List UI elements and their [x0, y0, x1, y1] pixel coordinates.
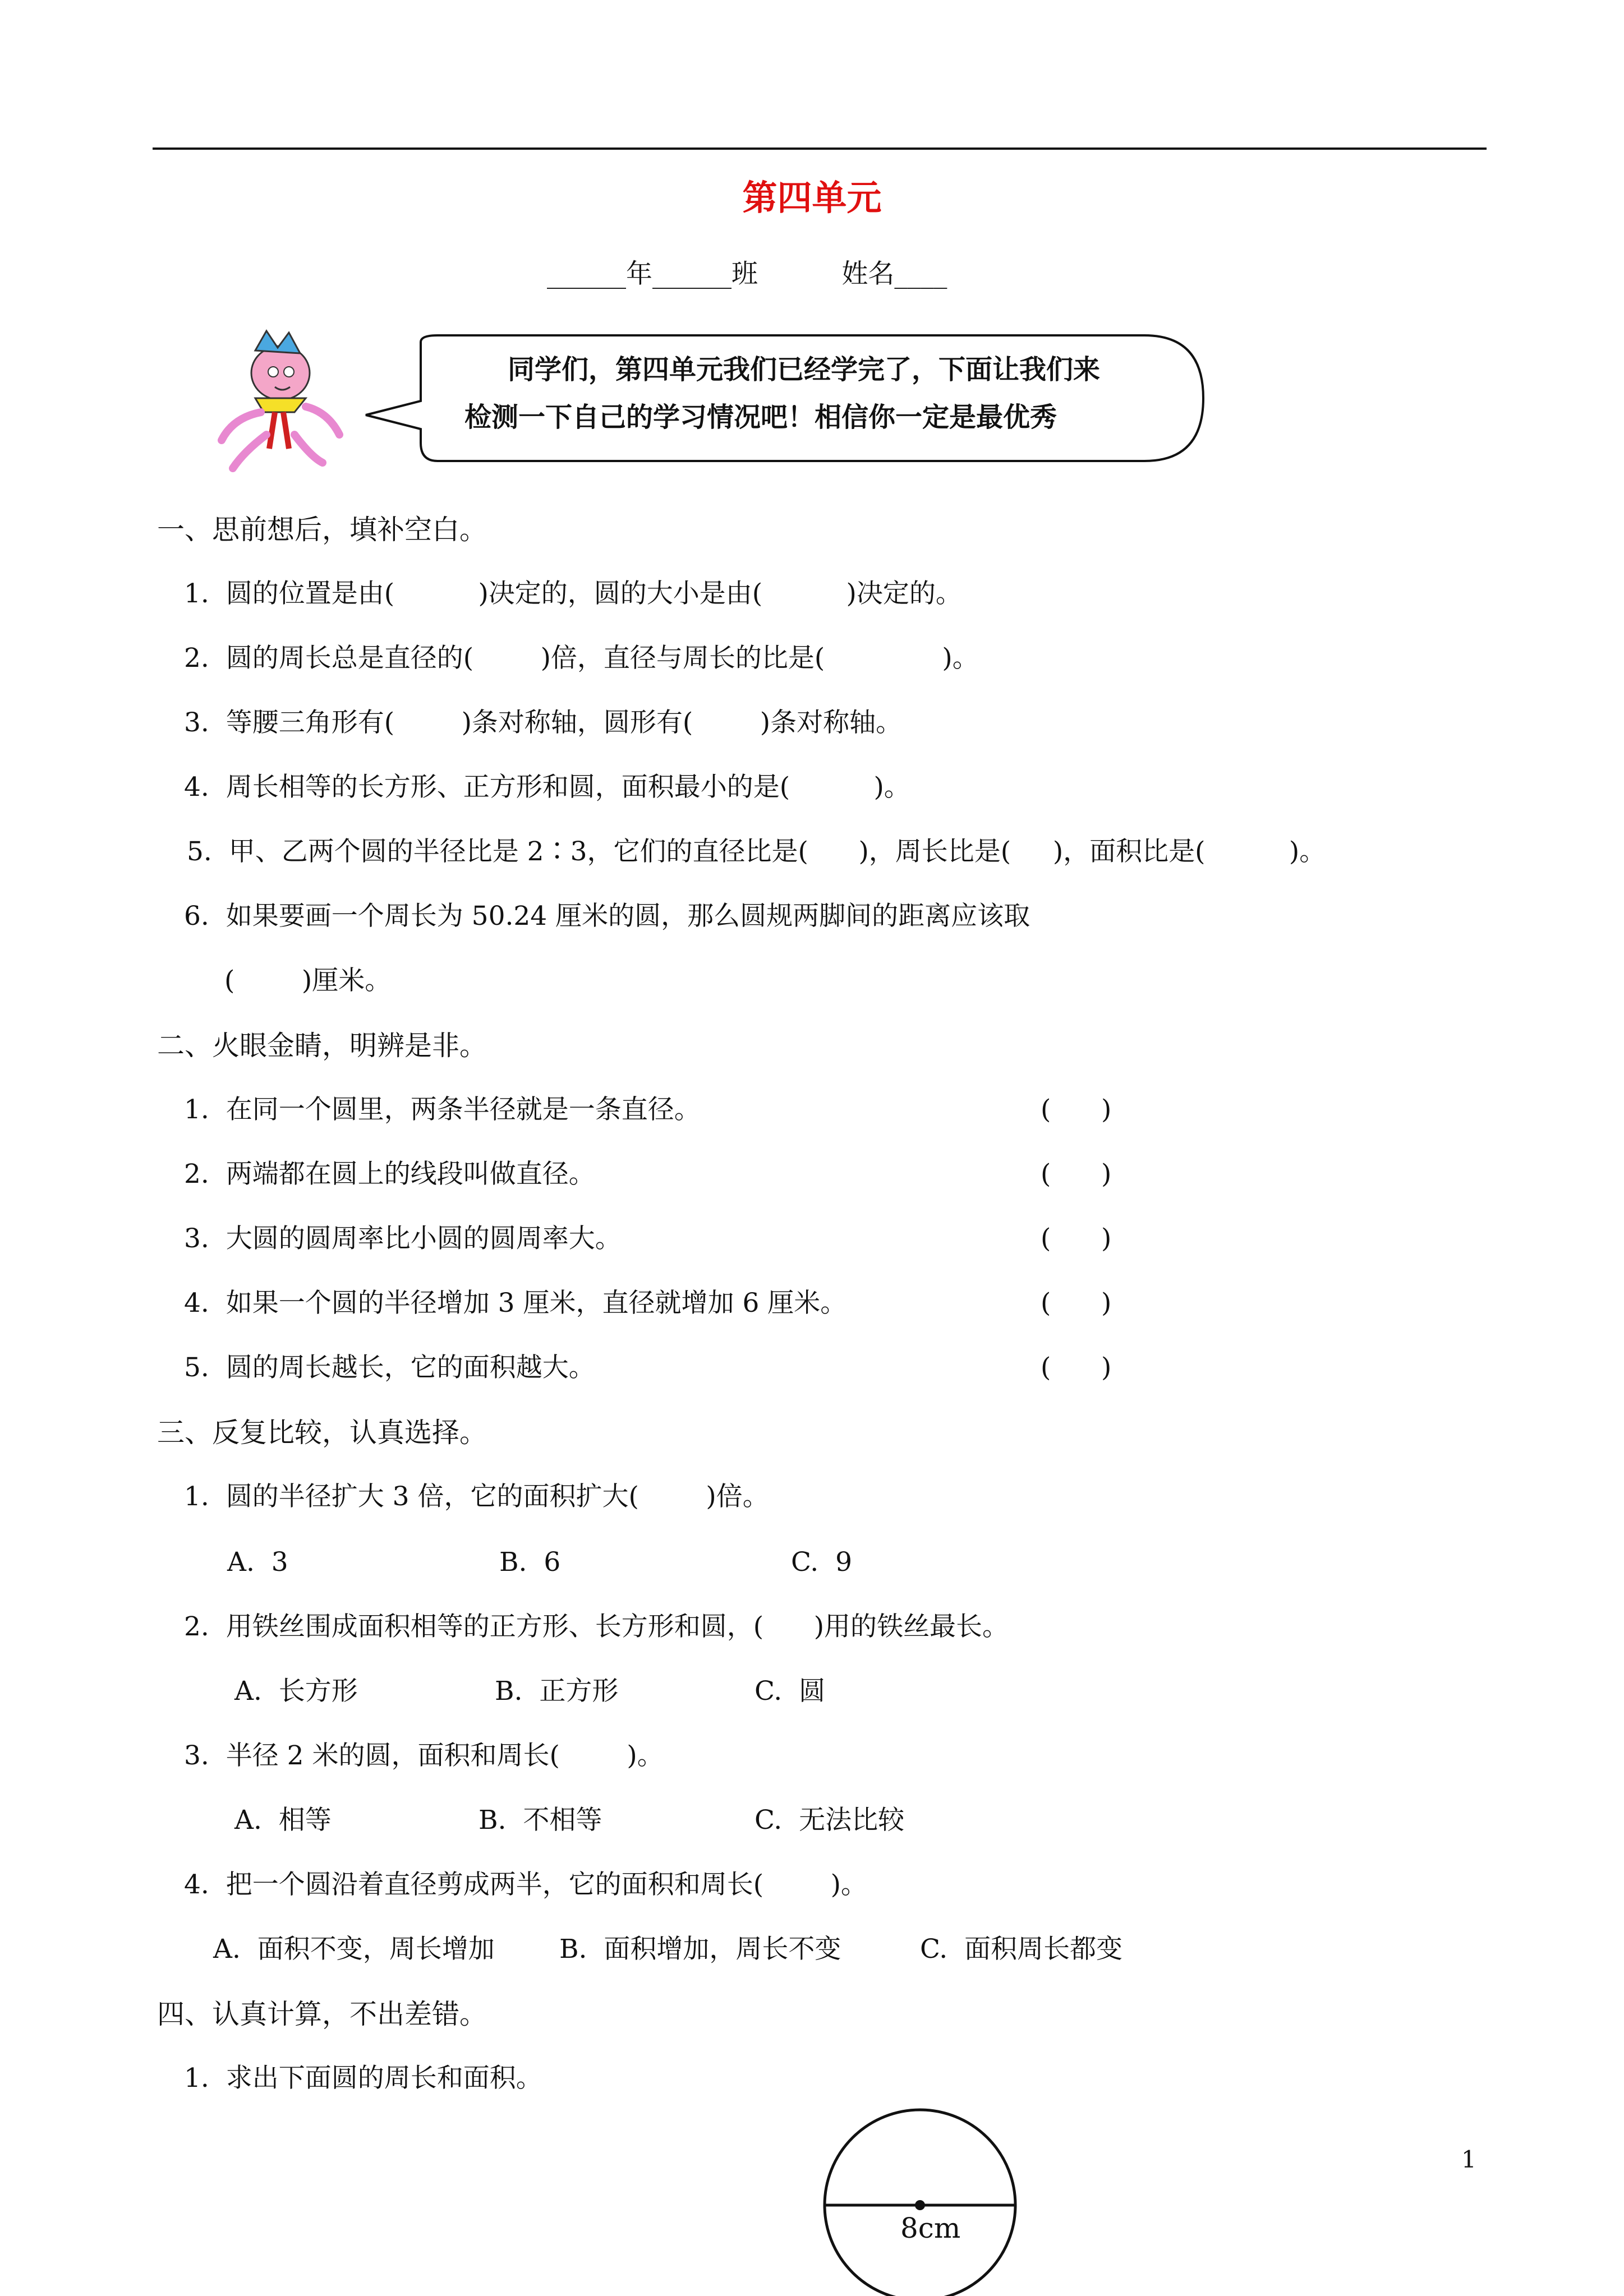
s3-q2-option-a[interactable]: A. 长方形 [234, 1676, 358, 1707]
speech-bubble [359, 331, 1212, 471]
s3-q3-option-b[interactable]: B. 不相等 [479, 1805, 602, 1836]
s3-q2-option-c[interactable]: C. 圆 [755, 1676, 826, 1707]
s2-item-4: 4. 如果一个圆的半径增加 3 厘米，直径就增加 6 厘米。 [184, 1288, 847, 1318]
s1-item-1: 1. 圆的位置是由( )决定的，圆的大小是由( )决定的。 [184, 578, 962, 609]
s1-item-2: 2. 圆的周长总是直径的( )倍，直径与周长的比是( )。 [184, 643, 979, 674]
header-rule [153, 147, 1487, 150]
s3-q3-option-a[interactable]: A. 相等 [234, 1805, 332, 1836]
s2-item-1: 1. 在同一个圆里，两条半径就是一条直径。 [184, 1094, 701, 1125]
circle-diameter-label: 8cm [900, 2212, 961, 2244]
s1-item-6-cont: ( )厘米。 [224, 965, 392, 996]
s3-q4-option-c[interactable]: C. 面积周长都变 [920, 1934, 1123, 1965]
s2-answer-3[interactable]: ( ) [1041, 1223, 1112, 1254]
s2-item-5: 5. 圆的周长越长，它的面积越大。 [184, 1352, 595, 1383]
bubble-line-1: 同学们，第四单元我们已经学完了，下面让我们来 [508, 354, 1101, 385]
s3-q1-option-c[interactable]: C. 9 [791, 1547, 853, 1578]
s3-q1-option-b[interactable]: B. 6 [499, 1547, 561, 1578]
page-number: 1 [1461, 2146, 1476, 2173]
s3-q2: 2. 用铁丝围成面积相等的正方形、长方形和圆，( )用的铁丝最长。 [184, 1611, 1009, 1642]
s3-q1-option-a[interactable]: A. 3 [227, 1547, 288, 1578]
circle-figure [822, 2106, 1018, 2296]
mascot-illustration [210, 328, 345, 474]
s3-q4-option-a[interactable]: A. 面积不变，周长增加 [213, 1934, 495, 1965]
s1-item-6: 6. 如果要画一个周长为 50.24 厘米的圆，那么圆规两脚间的距离应该取 [184, 901, 1030, 932]
bubble-line-2: 检测一下自己的学习情况吧！相信你一定是最优秀 [464, 402, 1057, 433]
section1-heading: 一、思前想后，填补空白。 [157, 514, 487, 546]
s2-answer-4[interactable]: ( ) [1041, 1288, 1112, 1318]
s3-q2-option-b[interactable]: B. 正方形 [495, 1676, 619, 1707]
s4-q1: 1. 求出下面圆的周长和面积。 [184, 2063, 542, 2094]
s1-item-4: 4. 周长相等的长方形、正方形和圆，面积最小的是( )。 [184, 772, 910, 803]
section2-heading: 二、火眼金睛，明辨是非。 [157, 1030, 487, 1062]
s2-item-3: 3. 大圆的圆周率比小圆的圆周率大。 [184, 1223, 622, 1254]
s2-answer-5[interactable]: ( ) [1041, 1352, 1112, 1383]
s1-item-3: 3. 等腰三角形有( )条对称轴，圆形有( )条对称轴。 [184, 707, 903, 738]
s2-answer-2[interactable]: ( ) [1041, 1159, 1112, 1190]
s1-item-5: 5. 甲、乙两个圆的半径比是 2∶3，它们的直径比是( )，周长比是( )，面积比是( )。 [187, 836, 1326, 867]
student-info-line: ______年______班 姓名____ [547, 259, 947, 289]
s2-answer-1[interactable]: ( ) [1041, 1094, 1112, 1125]
s3-q4-option-b[interactable]: B. 面积增加，周长不变 [559, 1934, 841, 1965]
s3-q3-option-c[interactable]: C. 无法比较 [755, 1805, 905, 1836]
s3-q1: 1. 圆的半径扩大 3 倍，它的面积扩大( )倍。 [184, 1481, 769, 1512]
s3-q3: 3. 半径 2 米的圆，面积和周长( )。 [184, 1740, 664, 1771]
s2-item-2: 2. 两端都在圆上的线段叫做直径。 [184, 1159, 595, 1190]
s3-q4: 4. 把一个圆沿着直径剪成两半，它的面积和周长( )。 [184, 1869, 867, 1900]
section3-heading: 三、反复比较，认真选择。 [157, 1417, 487, 1449]
section4-heading: 四、认真计算，不出差错。 [157, 1998, 487, 2030]
page-title: 第四单元 [742, 177, 882, 218]
